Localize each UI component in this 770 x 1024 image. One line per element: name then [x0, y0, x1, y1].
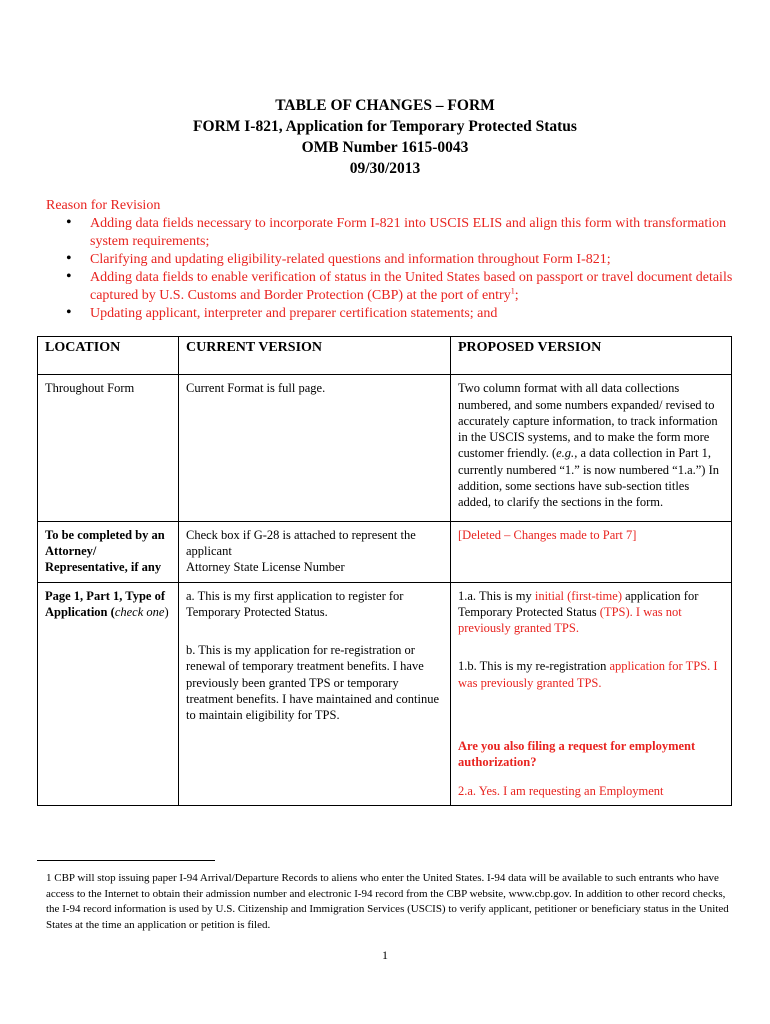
- reason-item: • Updating applicant, interpreter and preparer certification statements; and: [90, 305, 736, 323]
- cell-proposed: [Deleted – Changes made to Part 7]: [451, 521, 732, 582]
- cell-location: [38, 582, 179, 805]
- footnote-ref: 1: [510, 286, 515, 296]
- title-line-2: FORM I-821, Application for Temporary Protected Status: [193, 118, 577, 135]
- table-header-row: [38, 337, 732, 375]
- current-line: Attorney State License Number: [186, 560, 345, 575]
- col-header-location: LOCATION: [38, 337, 179, 375]
- cell-current: [179, 582, 451, 805]
- proposed-text: Two column format with all data collections numbered, and some numbers expanded/ revised to accurately capture information, to track information in the USCIS systems, and to make the form more customer friendly. (: [458, 381, 718, 461]
- changes-table: [37, 336, 732, 806]
- proposed-question: Are you also filing a request for employment authorization?: [458, 739, 696, 770]
- reason-item-tail: ;: [514, 288, 519, 303]
- col-header-proposed: PROPOSED VERSION: [451, 337, 732, 375]
- current-option-b: b. This is my application for re-registration or renewal of temporary treatment benefits. I have previously been granted TPS or temporary treatment benefits. I have maintained and continue to maintain eligibility for TPS.: [186, 643, 440, 723]
- cell-current: [179, 521, 451, 582]
- table-row: [38, 375, 732, 521]
- cell-proposed: [451, 582, 732, 805]
- prop-text: 1.a. This is my: [458, 588, 535, 603]
- prop-text: 1.b. This is my re-registration: [458, 659, 610, 674]
- reason-item: • Clarifying and updating eligibility-related questions and information throughout Form I-821;: [90, 251, 736, 269]
- location-text: Page 1, Part 1, Type of Application (: [45, 588, 166, 619]
- location-paren: ): [164, 604, 169, 619]
- proposed-option-1a: [458, 588, 724, 637]
- prop-red-text: initial (first-time): [534, 588, 622, 603]
- reason-for-revision: [46, 197, 736, 323]
- reason-item: • Adding data fields necessary to incorporate Form I-821 into USCIS ELIS and align this form with transformation system requirements;: [90, 215, 736, 251]
- reason-item-text: Adding data fields to enable verification of status in the United States based on passport or travel document details captured by U.S. Customs and Border Protection (CBP) at the port of entry: [90, 270, 733, 303]
- prop-red-text: (TPS). I was not previously granted TPS.: [458, 604, 682, 636]
- table-row: [38, 521, 732, 582]
- footnote-divider: [37, 860, 215, 861]
- reason-heading: Reason for Revision: [46, 198, 161, 213]
- proposed-option-2a: 2.a. Yes. I am requesting an Employment: [458, 783, 664, 798]
- title-line-1: TABLE OF CHANGES – FORM: [275, 97, 495, 114]
- proposed-eg: e.g.: [556, 446, 575, 461]
- col-header-current: CURRENT VERSION: [179, 337, 451, 375]
- cell-current: Current Format is full page.: [179, 375, 451, 521]
- prop-text: application for Temporary Protected Status: [458, 588, 699, 619]
- footnote: 1 CBP will stop issuing paper I-94 Arrival/Departure Records to aliens who enter the United States. I-94 data will be available to such entrants who have access to the Internet to obtain their admission number and electronic I-94 record from the CBP website, www.cbp.gov. In addition to other record checks, the I-94 record information is used by U.S. Citizenship and Immigration Services (USCIS) to verify applicant, petitioner or beneficiary status in the United States at the time an application or petition is filed.: [46, 872, 729, 931]
- document-title: [0, 95, 770, 179]
- cell-location: Throughout Form: [38, 375, 179, 521]
- page-number: 1: [382, 948, 388, 962]
- proposed-text-cont: , a data collection in Part 1, currently numbered “1.” is now numbered “1.a.”) In addition, some sections have sub-section titles added, to clarify the sections in the form.: [458, 446, 720, 510]
- title-line-3: OMB Number 1615-0043: [301, 139, 469, 156]
- prop-red-text: application for TPS. I was previously granted TPS.: [458, 659, 718, 690]
- reason-list: [46, 215, 736, 323]
- table-row: [38, 582, 732, 805]
- current-line: Check box if G-28 is attached to represent the applicant: [186, 527, 416, 558]
- current-option-a: a. This is my first application to register for Temporary Protected Status.: [186, 588, 404, 619]
- location-check-one: check one: [114, 604, 165, 619]
- cell-location: To be completed by an Attorney/ Representative, if any: [38, 521, 179, 582]
- title-line-4: 09/30/2013: [349, 160, 421, 177]
- reason-item: [90, 269, 736, 305]
- proposed-option-1b: [458, 658, 724, 691]
- cell-proposed: [451, 375, 732, 521]
